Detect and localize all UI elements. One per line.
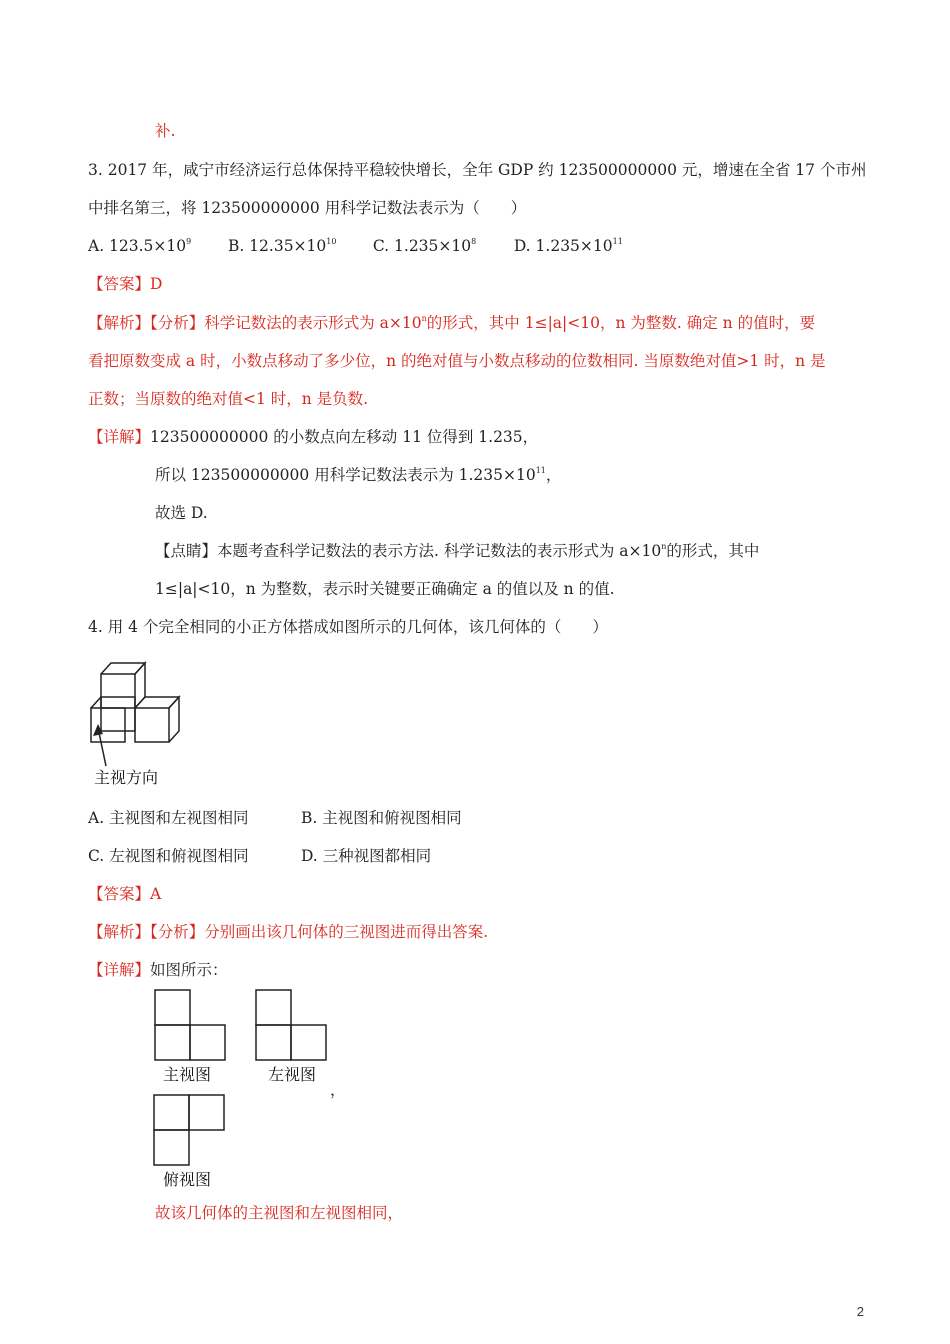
q3-detail-line1: 【详解】123500000000 的小数点向左移动 11 位得到 1.235，: [88, 428, 539, 446]
page-number: 2: [856, 1304, 864, 1319]
q4-conclusion: 故该几何体的主视图和左视图相同，: [155, 1204, 404, 1222]
q4-stem: 4. 用 4 个完全相同的小正方体搭成如图所示的几何体，该几何体的（ ）: [88, 618, 608, 636]
q3-stem-line2: 中排名第三，将 123500000000 用科学记数法表示为（ ）: [88, 199, 527, 217]
left-view-diagram: [255, 989, 329, 1061]
q4-detail: 【详解】如图所示：: [88, 961, 228, 979]
figure-label-view-direction: 主视方向: [94, 768, 159, 787]
continuation-text: 补.: [155, 122, 176, 140]
q4-options-row1: [88, 808, 462, 828]
q3-analysis-line3: 正数；当原数的绝对值<1 时，n 是负数.: [88, 390, 369, 408]
cube-front-left: [91, 708, 125, 742]
top-view-label: 俯视图: [163, 1170, 212, 1189]
q4-option-d: D. 三种视图都相同: [300, 847, 432, 865]
q3-option-b: B. $12.35\times 10^{10}$: [227, 236, 337, 255]
q3-analysis-line2: 看把原数变成 a 时，小数点移动了多少位，n 的绝对值与小数点移动的位数相同. 当原数绝对值>1 时，n 是: [88, 352, 826, 370]
top-view-diagram: [153, 1094, 227, 1166]
q4-option-b: B. 主视图和俯视图相同: [300, 809, 462, 827]
q3-detail-line2: 所以 123500000000 用科学记数法表示为 $1.235\times 10^{11}$，: [155, 465, 562, 484]
q3-analysis-line1: 【解析】【分析】科学记数法的表示形式为 $a\times 10^n$的形式，其中 1≤|a|<10，n 为整数. 确定 n 的值时，要: [88, 313, 816, 332]
q3-stem-line1: 3. 2017 年，咸宁市经济运行总体保持平稳较快增长，全年 GDP 约 123500000000 元，增速在全省 17 个市州: [88, 161, 867, 179]
q4-analysis: 【解析】【分析】分别画出该几何体的三视图进而得出答案.: [88, 923, 489, 941]
q3-comment-line2: 1≤|a|<10，n 为整数，表示时关键要正确确定 a 的值以及 n 的值.: [155, 580, 615, 598]
q4-options-row2: [88, 846, 431, 866]
comma-text: ，: [330, 1081, 346, 1099]
q3-answer: 【答案】D: [88, 275, 163, 293]
cube-top-front: [101, 674, 135, 708]
cube-right-sideface: [169, 697, 179, 742]
cube-top-topface: [101, 663, 145, 674]
left-view-label: 左视图: [268, 1065, 317, 1084]
q3-option-c: C. $1.235\times 10^8$: [372, 236, 477, 255]
front-view-label: 主视图: [163, 1065, 212, 1084]
q4-option-c: C. 左视图和俯视图相同: [88, 847, 249, 865]
cube-back-middle: [101, 697, 135, 731]
cube-right-topface: [135, 697, 179, 708]
cube-top-sideface: [135, 663, 145, 708]
q3-comment-line1: 【点睛】本题考查科学记数法的表示方法. 科学记数法的表示形式为 $a\times 10^n$的形式，其中: [155, 541, 760, 560]
q3-option-d: D. $1.235\times 10^{11}$: [513, 236, 623, 255]
q3-options: [88, 236, 623, 256]
q3-option-a: A. $123.5\times 10^9$: [88, 236, 192, 255]
q4-option-a: A. 主视图和左视图相同: [88, 809, 249, 827]
cube-right-front: [135, 708, 169, 742]
q3-detail-line3: 故选 D.: [155, 504, 208, 522]
q4-answer: 【答案】A: [88, 885, 162, 903]
front-view-diagram: [154, 989, 228, 1061]
